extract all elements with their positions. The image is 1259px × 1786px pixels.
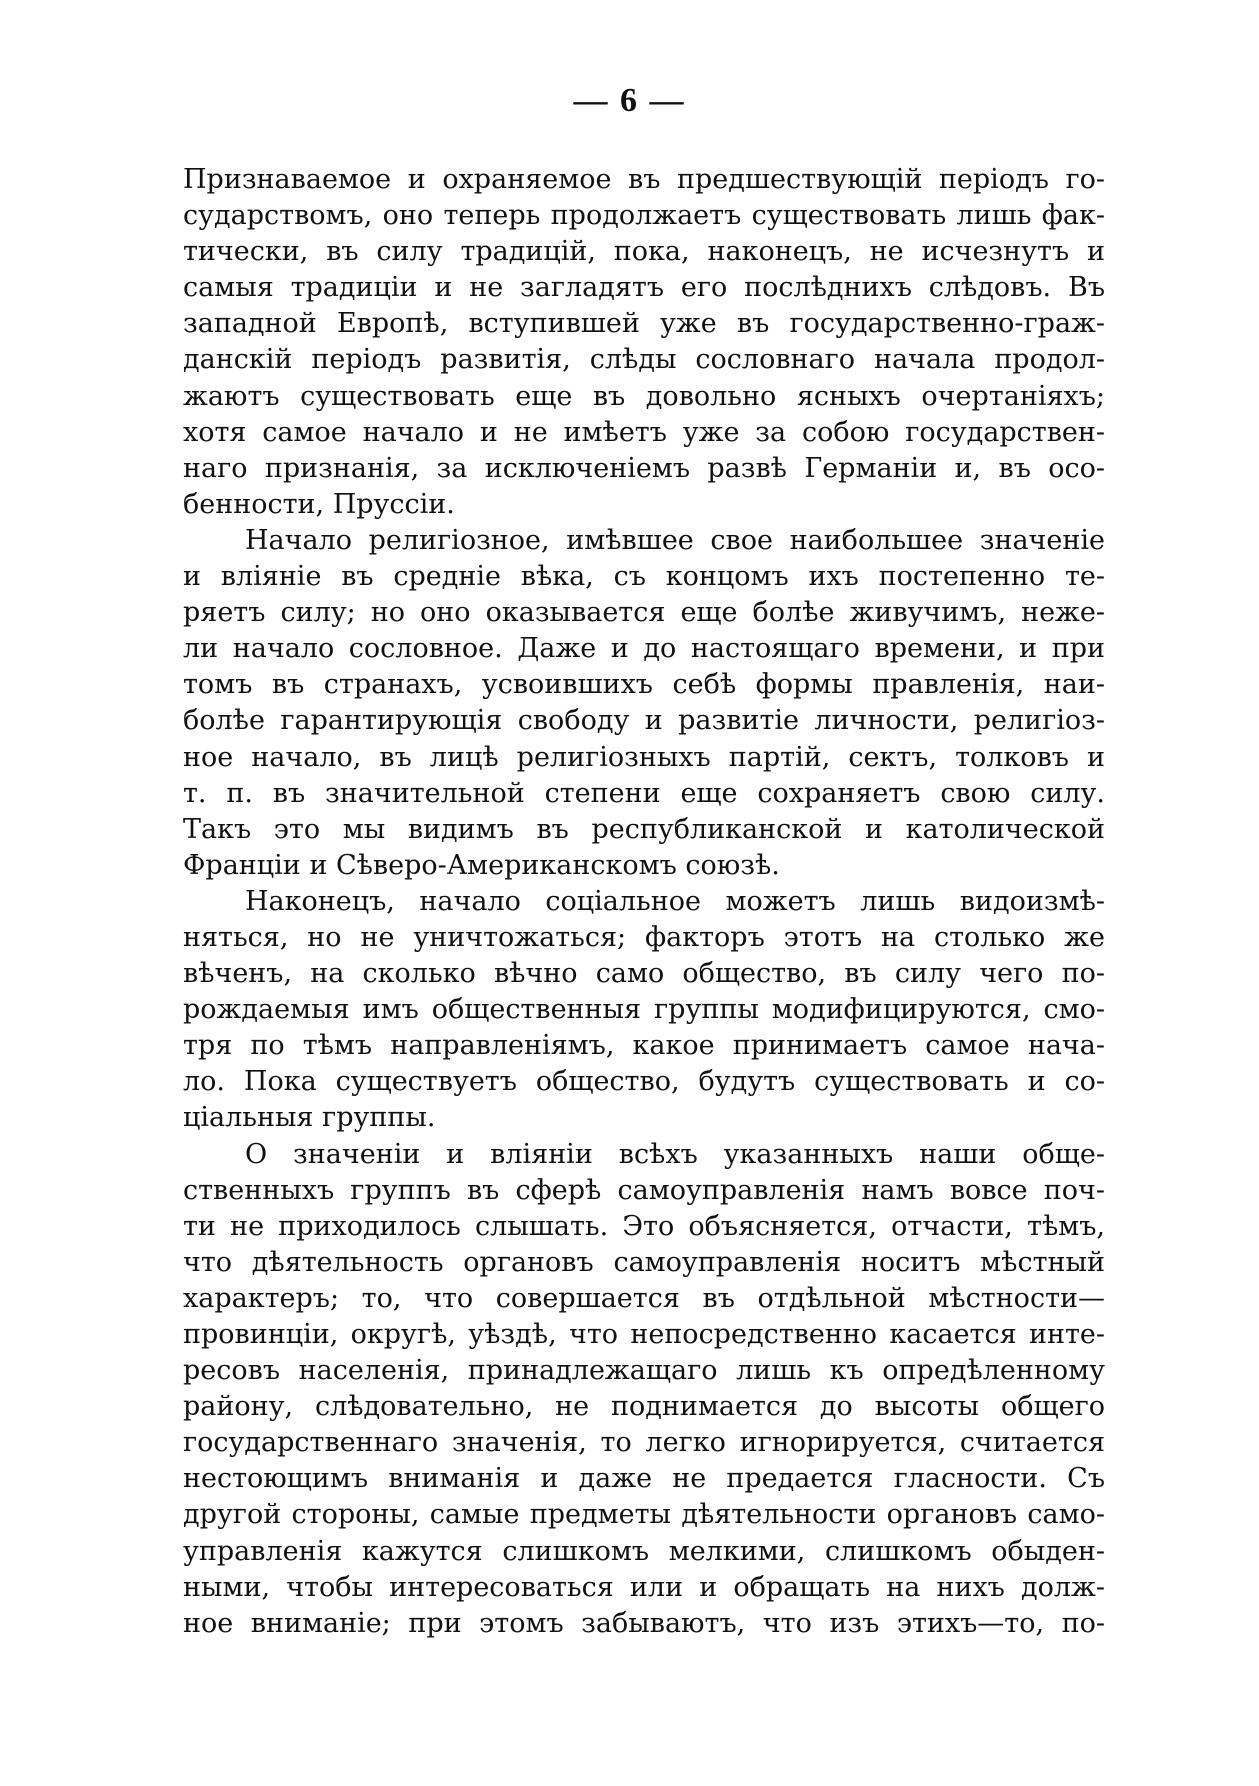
text-line: т. п. въ значительной степени еще сохраняетъ свою силу. xyxy=(183,777,1105,809)
text-line: жаютъ существовать еще въ довольно ясныхъ очертаніяхъ; xyxy=(183,380,1105,412)
text-line: самыя традиціи и не загладятъ его послѣднихъ слѣдовъ. Въ xyxy=(183,272,1105,304)
text-line: ными, чтобы интересоваться или и обращать на нихъ долж- xyxy=(183,1571,1105,1603)
page-number: — 6 — xyxy=(573,82,686,119)
text-line: О значеніи и вліяніи всѣхъ указанныхъ наши обще- xyxy=(245,1138,1105,1170)
text-line: данскій періодъ развитія, слѣды сословнаго начала продол- xyxy=(183,344,1105,376)
text-line: нестоющимъ вниманія и даже не предается гласности. Съ xyxy=(183,1463,1105,1495)
text-line: характеръ; то, что совершается въ отдѣльной мѣстности— xyxy=(183,1282,1105,1314)
text-line: тически, въ силу традицій, пока, наконецъ, не исчезнутъ и xyxy=(183,236,1105,268)
text-line: томъ въ странахъ, усвоившихъ себѣ формы правленія, наи- xyxy=(183,669,1105,701)
body-text xyxy=(183,162,1105,1642)
text-line: вѣченъ, на сколько вѣчно само общество, въ силу чего по- xyxy=(183,958,1105,990)
text-line: Признаваемое и охраняемое въ предшествующій періодъ го- xyxy=(183,164,1105,195)
text-line: Наконецъ, начало соціальное можетъ лишь видоизмѣ- xyxy=(245,885,1105,917)
text-line: Начало религіозное, имѣвшее свое наибольшее значеніе xyxy=(245,524,1105,556)
text-line: ное вниманіе; при этомъ забываютъ, что изъ этихъ—то, по- xyxy=(183,1607,1105,1639)
text-line: ное начало, въ лицѣ религіозныхъ партій, сектъ, толковъ и xyxy=(183,741,1105,773)
text-line: западной Европѣ, вступившей уже въ государственно-граж- xyxy=(183,308,1105,340)
text-line: сударствомъ, оно теперь продолжаетъ существовать лишь фак- xyxy=(183,200,1105,232)
text-line: тря по тѣмъ направленіямъ, какое принимаетъ самое нача- xyxy=(183,1030,1105,1062)
text-line: провинціи, округѣ, уѣздѣ, что непосредственно касается инте- xyxy=(183,1319,1105,1350)
text-line: ресовъ населенія, принадлежащаго лишь къ опредѣленному xyxy=(183,1355,1105,1387)
text-line: государственнаго значенія, то легко игнорируется, считается xyxy=(183,1427,1105,1459)
text-line: что дѣятельность органовъ самоуправленія носитъ мѣстный xyxy=(183,1246,1105,1278)
text-line: и вліяніе въ средніе вѣка, съ концомъ ихъ постепенно те- xyxy=(183,561,1105,593)
text-line: району, слѣдовательно, не поднимается до высоты общего xyxy=(183,1391,1105,1423)
text-line: ли начало сословное. Даже и до настоящаго времени, и при xyxy=(183,633,1105,665)
text-line: хотя самое начало и не имѣетъ уже за собою государствен- xyxy=(183,416,1105,448)
text-line: наго признанія, за исключеніемъ развѣ Германіи и, въ осо- xyxy=(183,452,1105,484)
text-line: няться, но не уничтожаться; факторъ этотъ на столько же xyxy=(183,921,1105,953)
text-line: бенности, Пруссіи. xyxy=(183,488,455,520)
text-line: управленія кажутся слишкомъ мелкими, слишкомъ обыден- xyxy=(183,1535,1105,1567)
text-line: ти не приходилось слышать. Это объясняется, отчасти, тѣмъ, xyxy=(183,1210,1105,1242)
text-line: другой стороны, самые предметы дѣятельности органовъ само- xyxy=(183,1499,1105,1531)
text-line: ряетъ силу; но оно оказывается еще болѣе живучимъ, нeже- xyxy=(183,597,1105,629)
text-line: ственныхъ группъ въ сферѣ самоуправленія намъ вовсе поч- xyxy=(183,1174,1105,1206)
text-line: рождаемыя имъ общественныя группы модифицируются, смо- xyxy=(183,994,1105,1026)
text-line: Такъ это мы видимъ въ республиканской и католической xyxy=(183,813,1105,845)
text-line: болѣе гарантирующія свободу и развитіе личности, религіоз- xyxy=(183,705,1105,737)
text-line: ло. Пока существуетъ общество, будутъ существовать и со- xyxy=(183,1066,1105,1098)
text-line: ціальныя группы. xyxy=(183,1102,436,1134)
text-line: Франціи и Сѣверо-Американскомъ союзѣ. xyxy=(183,849,780,881)
